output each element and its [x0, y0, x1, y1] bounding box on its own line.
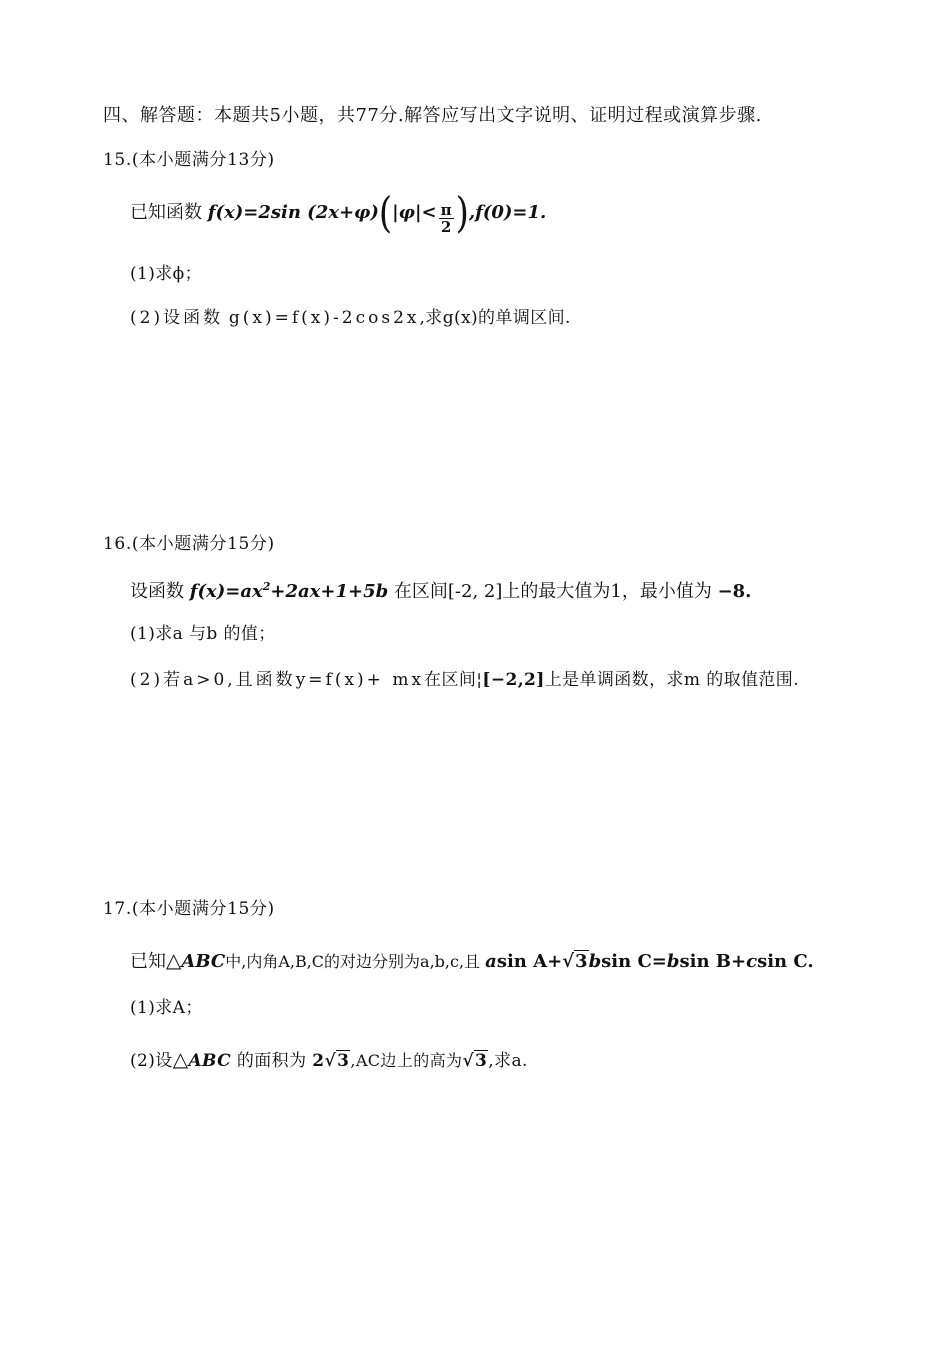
q17-eq-a: a [485, 951, 497, 972]
q17-stem-middle: 中,内角A,B,C的对边分别为a,b,c,且 [225, 952, 486, 971]
q17-eq-sinB: sin B+ [679, 951, 747, 972]
q15-part2-prefix: (2)设函数 [130, 308, 224, 328]
q17-height-radicand: 3 [475, 1051, 488, 1071]
q15-stem-prefix: 已知函数 [130, 202, 208, 223]
q15-part1: (1)求ϕ； [130, 264, 203, 284]
triangle-icon: △ [172, 1047, 189, 1071]
q15-right-paren: ) [455, 188, 469, 238]
q17-eq-c: c [746, 951, 758, 972]
q17-part2-triangle-name: ABC [188, 1051, 232, 1071]
triangle-icon: △ [166, 948, 182, 972]
q17-part1: (1)求A； [130, 998, 203, 1018]
q15-stem-condition: |φ|< [392, 202, 437, 223]
q17-eq-b: b [588, 951, 602, 972]
q15-stem-function: f(x)=2sin (2x+φ) [207, 202, 379, 223]
q15-frac-numerator: π [440, 201, 452, 219]
q17-part2-suffix: ,求a. [488, 1051, 528, 1071]
q15-part2-suffix: ,求g(x)的单调区间. [419, 308, 571, 328]
q16-title: 16.(本小题满分15分) [103, 534, 275, 554]
q17-eq-radicand: 3 [575, 951, 588, 972]
q15-frac-denominator: 2 [440, 218, 452, 236]
q17-part2-middle1: 的面积为 [231, 1051, 313, 1071]
q16-exponent: 2 [262, 580, 271, 593]
q16-part2-formula: y=f(x)+ mx [295, 670, 425, 690]
q16-function-part-a: f(x)=ax [189, 581, 263, 602]
q16-stem-middle: 在区间[-2, 2]上的最大值为1，最小值为 [388, 581, 718, 602]
q16-part2-prefix: (2)若a>0,且函数 [130, 670, 296, 690]
q17-eq-sinA: sin A+ [496, 951, 563, 972]
q15-left-paren: ( [378, 188, 393, 238]
q16-part1: (1)求a 与b 的值； [130, 624, 276, 644]
q17-part2-prefix: (2)设 [130, 1051, 173, 1071]
q15-stem-suffix: ,f(0)=1. [468, 202, 547, 223]
q16-stem [130, 575, 751, 604]
q17-eq-sinC2: sin C. [757, 951, 814, 972]
q17-area-coef: 2 [312, 1051, 325, 1071]
section-heading: 四、解答题：本题共5小题，共77分.解答应写出文字说明、证明过程或演算步骤. [103, 105, 762, 126]
q15-stem [130, 188, 547, 238]
q16-min-value: −8. [717, 581, 752, 602]
q17-eq-sqrt3: √3 [562, 951, 588, 972]
q17-eq-b2: b [666, 951, 680, 972]
q15-pi-over-2 [439, 202, 454, 235]
q15-part2 [130, 306, 571, 330]
q17-triangle-name: ABC [181, 951, 226, 972]
q17-area-sqrt3: √3 [324, 1051, 350, 1071]
q17-stem-prefix: 已知 [130, 951, 166, 972]
q16-part2-middle: 在区间¦ [424, 670, 483, 690]
q17-area-radicand: 3 [337, 1051, 350, 1071]
q17-stem [130, 948, 814, 974]
q15-part2-formula: g(x)=f(x)-2cos2x [228, 308, 420, 328]
q15-title: 15.(本小题满分13分) [103, 150, 275, 170]
q16-part2 [130, 668, 799, 692]
q17-height-sqrt3: √3 [462, 1051, 488, 1071]
q16-function-part-b: +2ax+1+5b [270, 581, 389, 602]
q17-title: 17.(本小题满分15分) [103, 899, 275, 919]
q17-part2-middle2: ,AC边上的高为 [350, 1051, 463, 1070]
q16-part2-suffix: 上是单调函数，求m 的取值范围. [544, 670, 800, 690]
q17-eq-sinC: sin C= [601, 951, 667, 972]
q16-stem-prefix: 设函数 [130, 581, 190, 602]
q17-part2 [130, 1047, 528, 1073]
q16-part2-interval: [−2,2] [482, 670, 545, 690]
